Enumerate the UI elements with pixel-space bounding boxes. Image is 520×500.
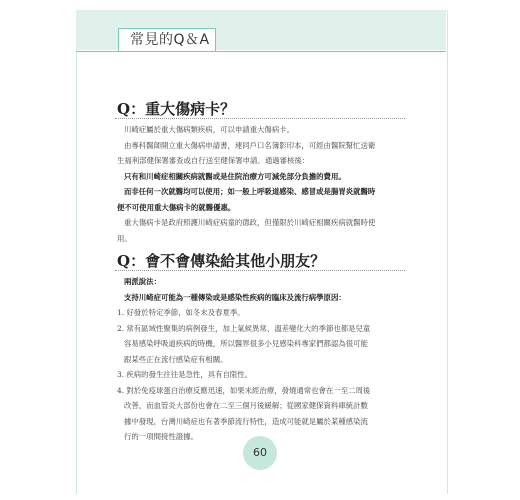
section1-p1: 川崎症屬於重大傷病類疾病，可以申請重大傷病卡。 bbox=[124, 125, 294, 134]
list-item: 1. 好發於特定季節，如冬末及春夏季。 bbox=[117, 308, 245, 317]
section1-p2-line2: 生福利部健保署審查或自行送至健保署申請。通過審核後： bbox=[117, 156, 310, 165]
list-item: 據中發現，台灣川崎症也有著季節流行特性，造成可能就是屬於某種感染流 bbox=[124, 416, 368, 426]
section1-body bbox=[117, 122, 405, 246]
list-item: 行的一項間接性證據。 bbox=[124, 432, 198, 441]
section2-body bbox=[117, 274, 405, 445]
section2-bold-intro: 支持川崎症可能為一種傳染或是感染性疾病的臨床及流行病學原因： bbox=[124, 292, 346, 302]
page-title: 常見的Q＆A bbox=[130, 32, 210, 48]
question-rule-2 bbox=[115, 270, 405, 271]
page-number: 60 bbox=[253, 446, 267, 459]
list-item: 容易感染呼吸道疾病的時機，所以醫界很多小兒感染科專家們都認為很可能 bbox=[124, 339, 368, 348]
section1-p4-line2: 用。 bbox=[117, 233, 132, 243]
list-item: 跟某些正在流行感染症有相關。 bbox=[124, 354, 228, 364]
section1-bold-line1: 只有和川崎症相關疾病就醫或是住院治療方可減免部分負擔的費用。 bbox=[124, 171, 346, 181]
header-rule bbox=[76, 51, 446, 52]
section1-p2-line1: 由專科醫師開立重大傷病申請書，連同戶口名簿影印本，可經由醫院幫忙送衛 bbox=[124, 140, 376, 150]
section1-bold-line3: 便不可使用重大傷病卡的就醫優惠。 bbox=[117, 202, 236, 212]
question-rule-1 bbox=[115, 118, 405, 119]
list-item: 3. 疾病的發生往往是急性，具有自限性。 bbox=[117, 370, 253, 379]
section1-p4-line1: 重大傷病卡是政府照護川崎症病童的德政，但僅限於川崎症相關疾病就醫時使 bbox=[124, 218, 376, 227]
section2-heading: 兩派說法： bbox=[124, 277, 161, 286]
list-item: 改善，而血管炎大部份也會在二至三個月後緩解；從國家健保資料庫統計數 bbox=[124, 401, 368, 410]
list-item: 2. 常有區域性聚集的病例發生，加上氣候異常、溫差變化大的季節也都是兒童 bbox=[117, 323, 371, 333]
section1-bold-line2: 而非任何一次就醫均可以使用；如一般上呼吸道感染、感冒或是腸胃炎就醫時 bbox=[124, 187, 376, 196]
question-heading-2: Q：會不會傳染給其他小朋友？ bbox=[117, 252, 326, 270]
question-heading-1: Q：重大傷病卡？ bbox=[117, 100, 236, 118]
list-item: 4. 對於免疫球蛋白治療反應迅速，如果未經治療，發燒通常也會在一至二周後 bbox=[117, 385, 371, 395]
